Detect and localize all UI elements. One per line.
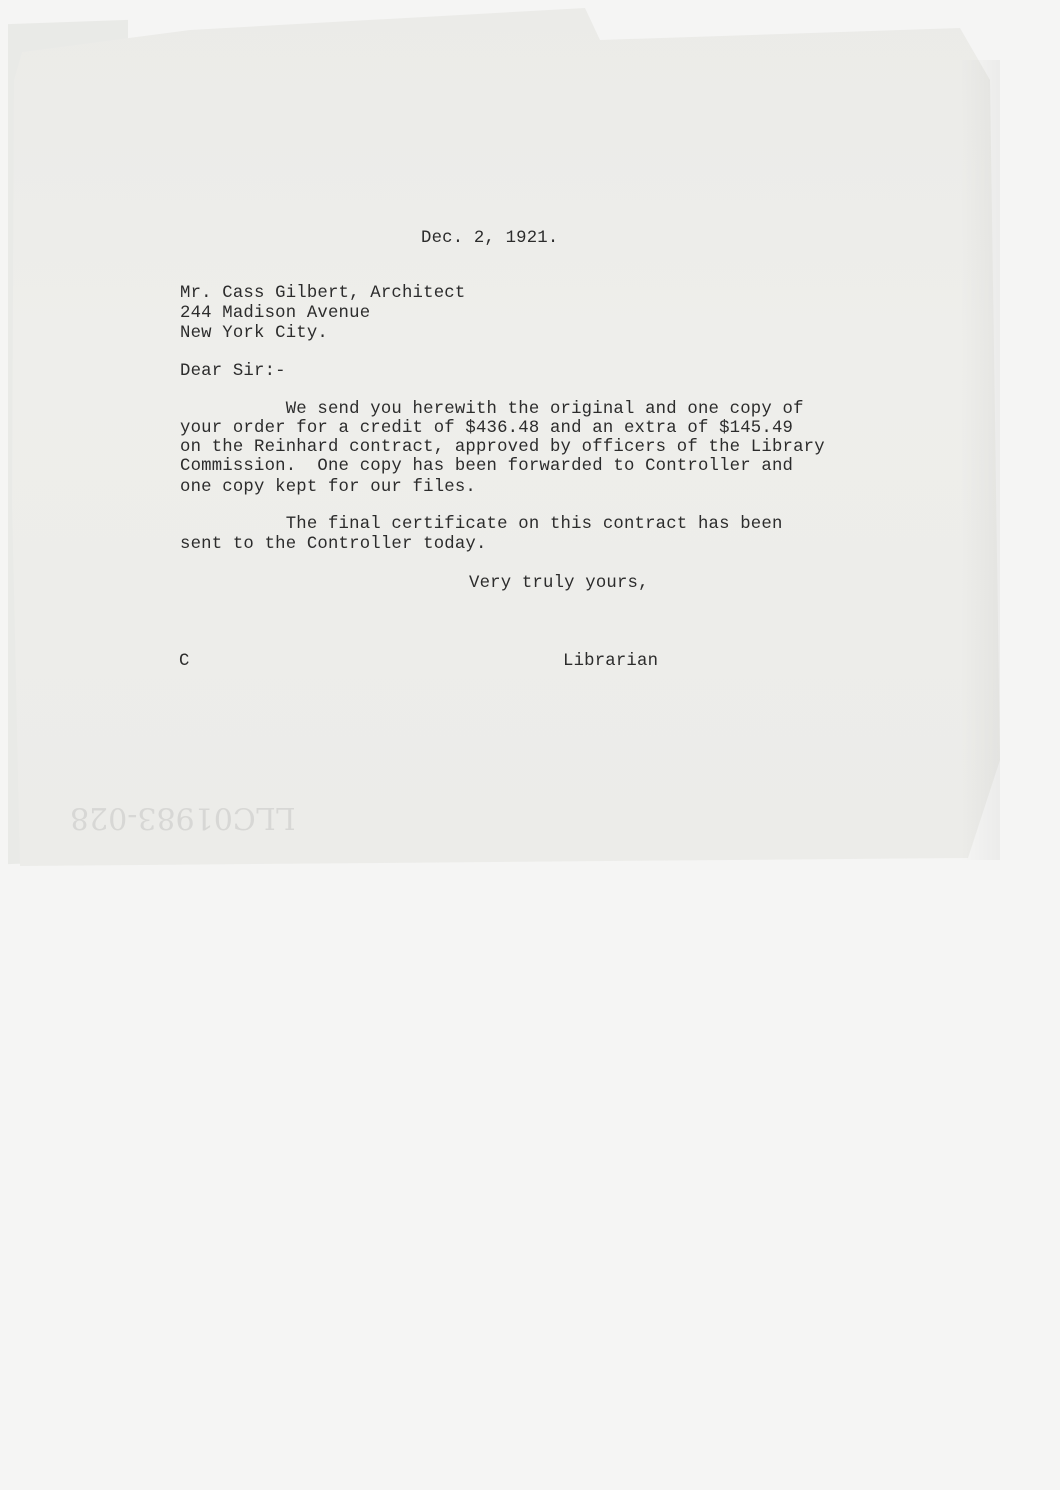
bleed-through-stamp: LLC01983-028	[70, 800, 296, 835]
salutation: Dear Sir:-	[180, 362, 286, 381]
sheet-shadow	[960, 60, 1000, 860]
typist-initial: C	[179, 652, 190, 671]
signature-title: Librarian	[563, 652, 659, 671]
body-paragraph-1-line-4: Commission. One copy has been forwarded to Controller and	[180, 457, 794, 476]
body-paragraph-1-line-3: on the Reinhard contract, approved by officers of the Library	[180, 438, 825, 457]
body-paragraph-1-line-5: one copy kept for our files.	[180, 478, 476, 497]
letter-date: Dec. 2, 1921.	[421, 229, 559, 248]
address-line-1: Mr. Cass Gilbert, Architect	[180, 284, 466, 303]
body-paragraph-2-line-1: The final certificate on this contract has been	[180, 515, 783, 534]
address-line-3: New York City.	[180, 324, 328, 343]
body-paragraph-1-line-1: We send you herewith the original and one copy of	[180, 400, 804, 419]
body-paragraph-2-line-2: sent to the Controller today.	[180, 535, 487, 554]
closing: Very truly yours,	[469, 574, 649, 593]
address-line-2: 244 Madison Avenue	[180, 304, 371, 323]
body-paragraph-1-line-2: your order for a credit of $436.48 and an extra of $145.49	[180, 419, 794, 438]
